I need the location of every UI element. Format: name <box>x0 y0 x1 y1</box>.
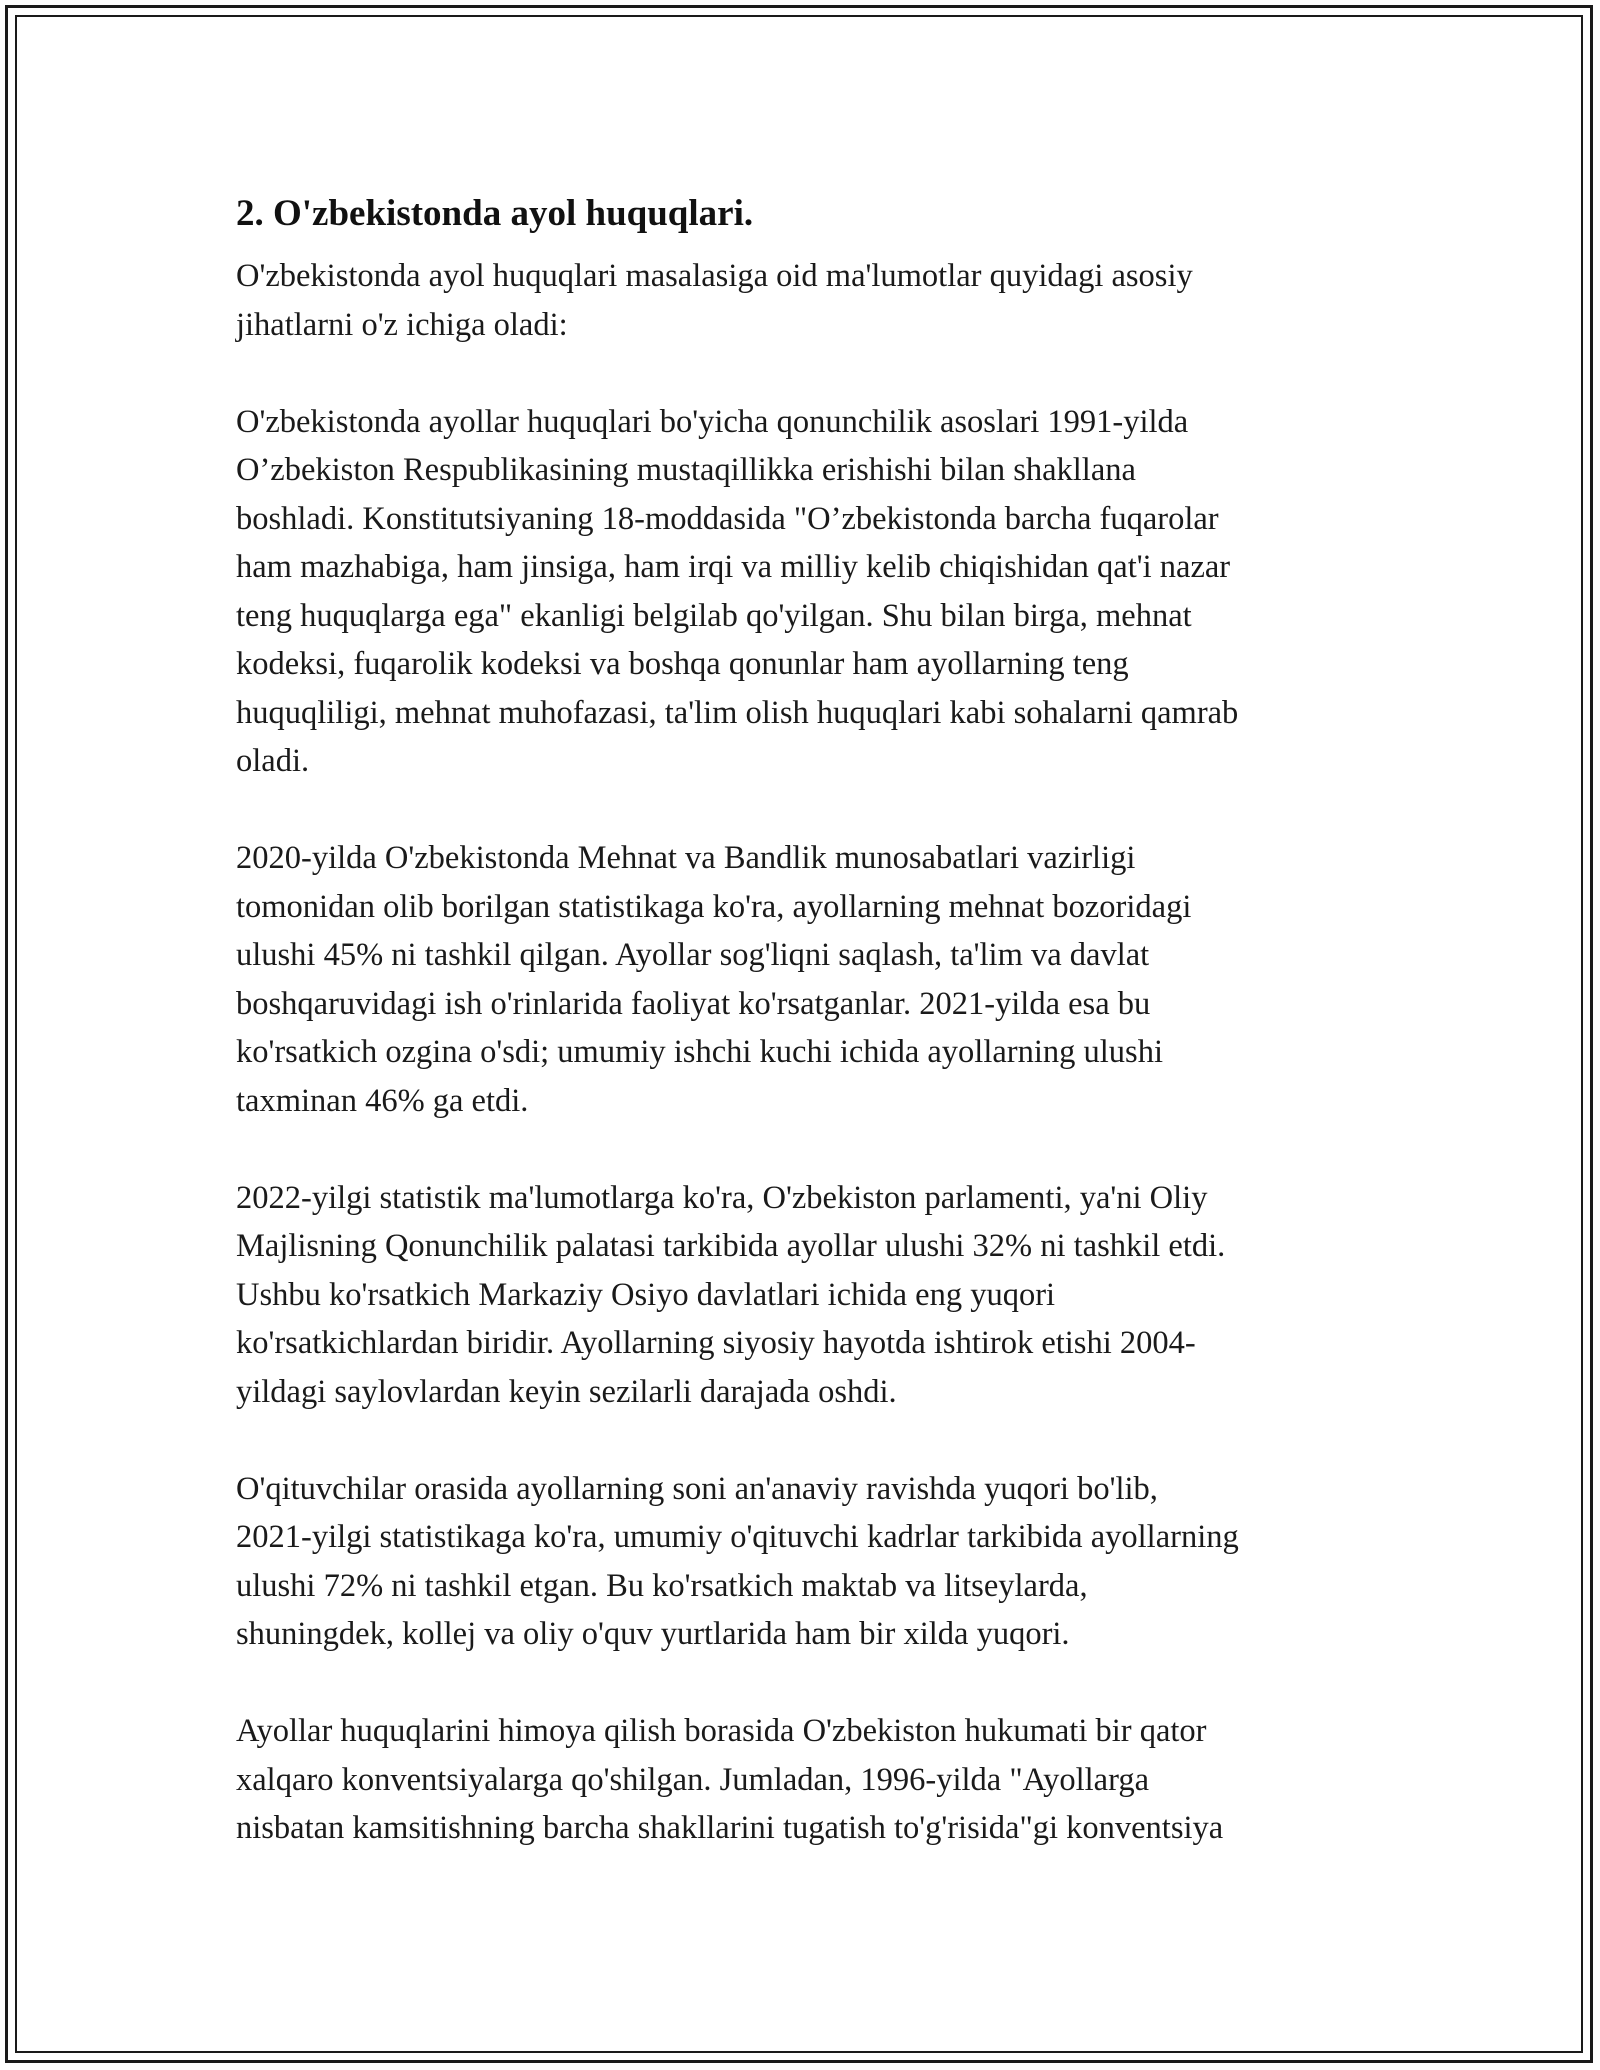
section-heading: 2. O'zbekistonda ayol huquqlari. <box>236 193 754 234</box>
paragraph-line: jihatlarni o'z ichiga oladi: <box>236 306 568 343</box>
paragraph-line: 2021-yilgi statistikaga ko'ra, umumiy o'qituvchi kadrlar tarkibida ayollarning <box>236 1519 1239 1555</box>
paragraph-line: O'zbekistonda ayol huquqlari masalasiga oid ma'lumotlar quyidagi asosiy <box>236 258 1193 294</box>
paragraph-line: ulushi 72% ni tashkil etgan. Bu ko'rsatkich maktab va litseylarda, <box>236 1567 1088 1604</box>
paragraph-line: O’zbekiston Respublikasining mustaqillikka erishishi bilan shakllana <box>236 452 1136 488</box>
paragraph-line: ko'rsatkichlardan biridir. Ayollarning siyosiy hayotda ishtirok etishi 2004- <box>236 1325 1196 1361</box>
paragraph-line: Majlisning Qonunchilik palatasi tarkibida ayollar ulushi 32% ni tashkil etdi. <box>236 1228 1226 1264</box>
paragraph-line: boshqaruvidagi ish o'rinlarida faoliyat ko'rsatganlar. 2021-yilda esa bu <box>236 985 1151 1022</box>
paragraph-labor-statistics <box>236 834 1376 1125</box>
paragraph-line: Ayollar huquqlarini himoya qilish borasida O'zbekiston hukumati bir qator <box>236 1713 1207 1749</box>
paragraph-line: teng huquqlarga ega" ekanligi belgilab qo'yilgan. Shu bilan birga, mehnat <box>236 597 1192 634</box>
paragraph-line: O'qituvchilar orasida ayollarning soni an'anaviy ravishda yuqori bo'lib, <box>236 1470 1158 1507</box>
paragraph-line: taxminan 46% ga etdi. <box>236 1082 529 1119</box>
paragraph-line: xalqaro konventsiyalarga qo'shilgan. Jumladan, 1996-yilda "Ayollarga <box>236 1761 1149 1798</box>
paragraph-legal-basis <box>236 398 1376 786</box>
paragraph-line: yildagi saylovlardan keyin sezilarli darajada oshdi. <box>236 1373 897 1410</box>
paragraph-line: oladi. <box>236 743 310 779</box>
paragraph-parliament <box>236 1174 1376 1417</box>
paragraph-conventions <box>236 1707 1376 1853</box>
paragraph-line: O'zbekistonda ayollar huquqlari bo'yicha qonunchilik asoslari 1991-yilda <box>236 403 1189 440</box>
paragraph-teachers <box>236 1465 1376 1659</box>
paragraph-line: ham mazhabiga, ham jinsiga, ham irqi va milliy kelib chiqishidan qat'i nazar <box>236 549 1231 585</box>
paragraph-line: 2020-yilda O'zbekistonda Mehnat va Bandlik munosabatlari vazirligi <box>236 840 1136 876</box>
document-body <box>236 190 1376 1901</box>
paragraph-line: ko'rsatkich ozgina o'sdi; umumiy ishchi kuchi ichida ayollarning ulushi <box>236 1034 1163 1070</box>
paragraph-line: boshladi. Konstitutsiyaning 18-moddasida "O’zbekistonda barcha fuqarolar <box>236 500 1219 537</box>
paragraph-line: shuningdek, kollej va oliy o'quv yurtlarida ham bir xilda yuqori. <box>236 1616 1070 1652</box>
paragraph-line: nisbatan kamsitishning barcha shakllarini tugatish to'g'risida"gi konventsiya <box>236 1810 1224 1846</box>
paragraph-line: ulushi 45% ni tashkil qilgan. Ayollar sog'liqni saqlash, ta'lim va davlat <box>236 937 1150 973</box>
paragraph-line: 2022-yilgi statistik ma'lumotlarga ko'ra, O'zbekiston parlamenti, ya'ni Oliy <box>236 1179 1208 1216</box>
paragraph-line: huquqliligi, mehnat muhofazasi, ta'lim olish huquqlari kabi sohalarni qamrab <box>236 694 1239 731</box>
paragraph-line: kodeksi, fuqarolik kodeksi va boshqa qonunlar ham ayollarning teng <box>236 646 1129 682</box>
paragraph-line: tomonidan olib borilgan statistikaga ko'ra, ayollarning mehnat bozoridagi <box>236 888 1192 925</box>
paragraph-intro <box>236 252 1376 349</box>
paragraph-line: Ushbu ko'rsatkich Markaziy Osiyo davlatlari ichida eng yuqori <box>236 1276 1056 1313</box>
